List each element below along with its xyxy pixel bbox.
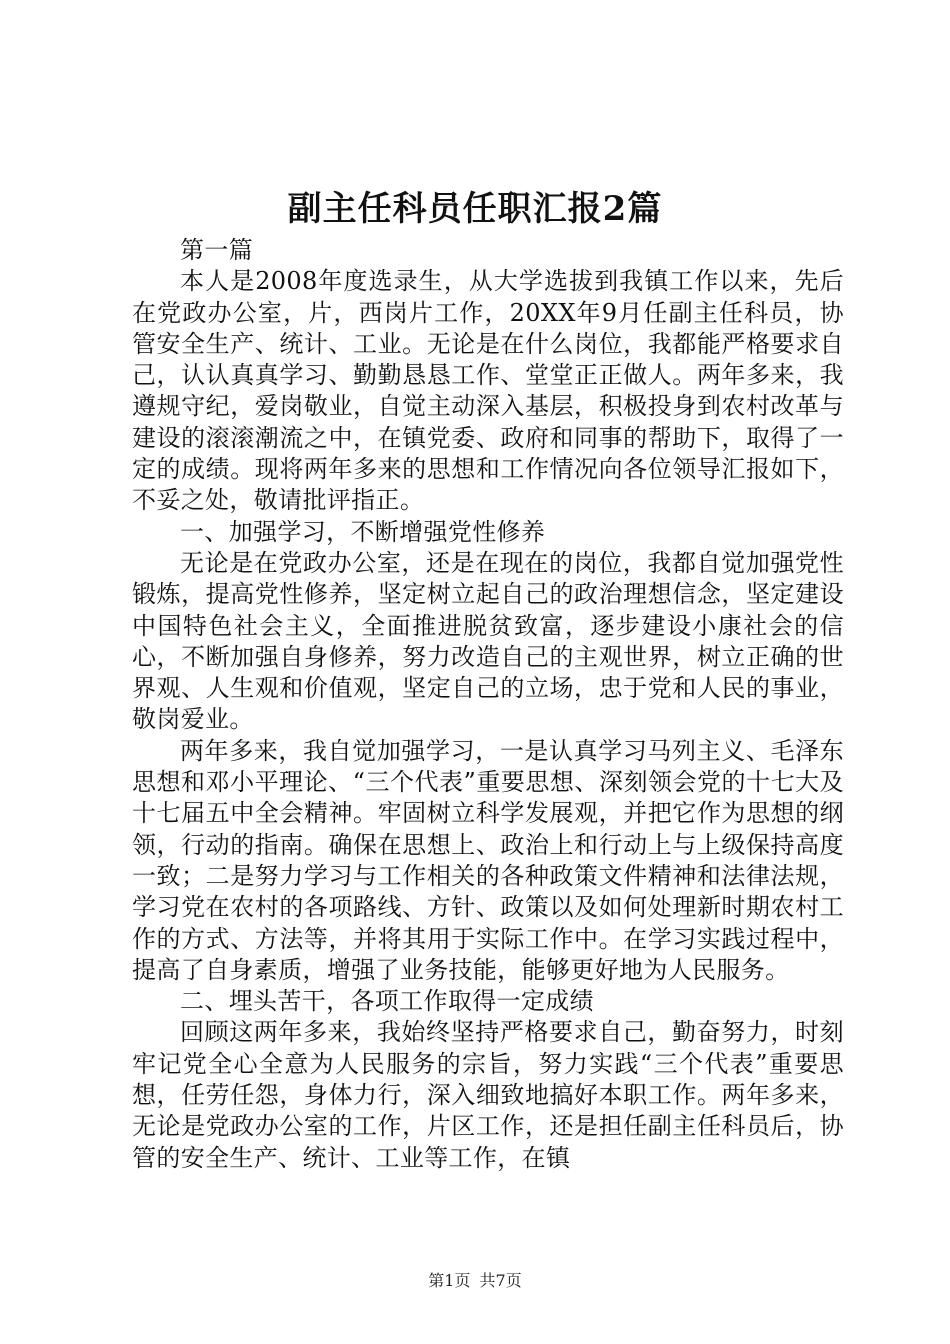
section-heading-work: 二、埋头苦干，各项工作取得一定成绩 <box>180 987 594 1016</box>
page-total: 共7页 <box>479 1271 522 1290</box>
document-title: 副主任科员任职汇报2篇 <box>287 189 663 229</box>
study-paragraph-2: 两年多来，我自觉加强学习，一是认真学习马列主义、毛泽东思想和邓小平理论、“三个代表”重要思想、深刻领会党的十七大及十七届五中全会精神。牢固树立科学发展观，并把它作为思想的纲领，行动的指南。确保在思想上、政治上和行动上与上级保持高度一致；二是努力学习与工作相关的各种政策文件精神和法律法规，学习党在农村的各项路线、方针、政策以及如何处理新时期农村工作的方式、方法等，并将其用于实际工作中。在学习实践过程中，提高了自身素质，增强了业务技能，能够更好地为人民服务。 <box>132 736 844 984</box>
page-footer <box>0 1270 950 1292</box>
section-heading-study: 一、加强学习，不断增强党性修养 <box>180 517 546 546</box>
page-number: 第1页 <box>428 1271 471 1290</box>
intro-paragraph: 本人是2008年度选录生，从大学选拔到我镇工作以来，先后在党政办公室，片，西岗片工作，20XX年9月任副主任科员，协管安全生产、统计、工业。无论是在什么岗位，我都能严格要求自己，认认真真学习、勤勤恳恳工作、堂堂正正做人。两年多来，我遵规守纪，爱岗敬业，自觉主动深入基层，积极投身到农村改革与建设的滚滚潮流之中，在镇党委、政府和同事的帮助下，取得了一定的成绩。现将两年多来的思想和工作情况向各位领导汇报如下，不妥之处，敬请批评指正。 <box>132 267 844 515</box>
section-heading-part-one: 第一篇 <box>180 236 254 264</box>
document-body <box>132 235 844 1174</box>
study-paragraph-1: 无论是在党政办公室，还是在现在的岗位，我都自觉加强党性锻炼，提高党性修养，坚定树立起自己的政治理想信念，坚定建设中国特色社会主义，全面推进脱贫致富，逐步建设小康社会的信心，不断加强自身修养，努力改造自己的主观世界，树立正确的世界观、人生观和价值观，坚定自己的立场，忠于党和人民的事业，敬岗爱业。 <box>132 548 844 734</box>
work-paragraph-1: 回顾这两年多来，我始终坚持严格要求自己，勤奋努力，时刻牢记党全心全意为人民服务的宗旨，努力实践“三个代表”重要思想，任劳任怨，身体力行，深入细致地搞好本职工作。两年多来，无论是党政办公室的工作，片区工作，还是担任副主任科员后，协管的安全生产、统计、工业等工作，在镇 <box>132 1018 844 1172</box>
